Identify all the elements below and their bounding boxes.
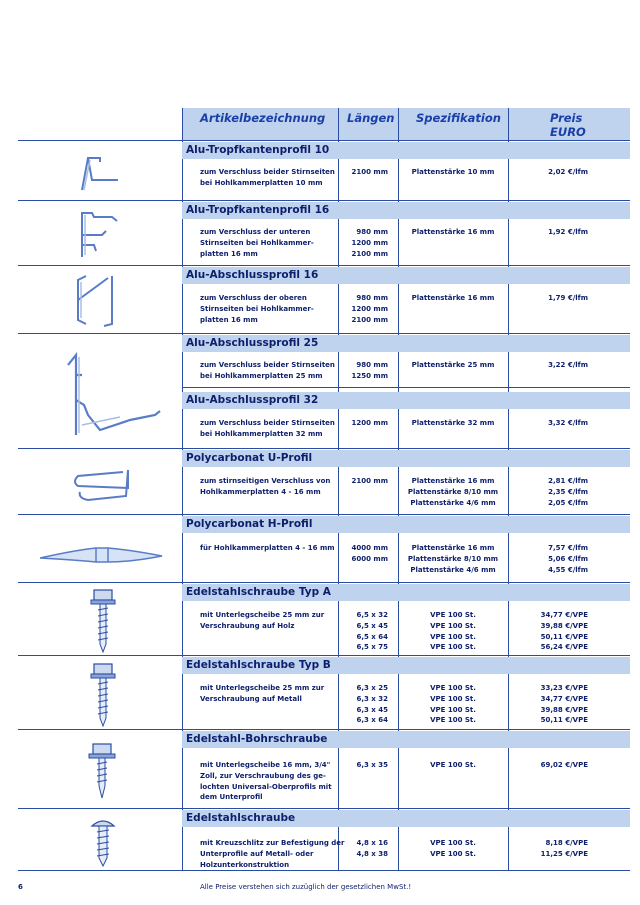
divider [18, 582, 630, 583]
item-title-bar [182, 267, 630, 284]
profile-drawing-icon [72, 205, 127, 263]
header-preis: Preis [550, 111, 583, 125]
divider [18, 265, 630, 266]
item-lengths: 2100 mm [351, 477, 388, 485]
item-price: 8,18 €/VPE 11,25 €/VPE [540, 839, 588, 858]
item-title: Alu-Abschlussprofil 16 [186, 269, 319, 281]
divider [18, 333, 630, 334]
profile-drawing-icon [36, 540, 166, 570]
item-lengths: 6,3 x 25 6,3 x 32 6,3 x 45 6,3 x 64 [356, 684, 388, 725]
item-spec: VPE 100 St. VPE 100 St. [430, 839, 476, 858]
item-price: 3,32 €/lfm [548, 419, 588, 427]
item-lengths: 2100 mm [351, 168, 388, 176]
item-lengths: 980 mm 1200 mm 2100 mm [351, 228, 388, 258]
item-price: 2,02 €/lfm [548, 168, 588, 176]
divider [18, 514, 630, 515]
divider [18, 448, 630, 449]
item-desc: für Hohlkammerplatten 4 - 16 mm [200, 544, 335, 552]
screw-icon [88, 660, 118, 728]
item-title-bar [182, 657, 630, 674]
item-spec: Plattenstärke 16 mm [411, 228, 495, 236]
column-divider [338, 108, 339, 870]
item-spec: VPE 100 St. VPE 100 St. VPE 100 St. VPE 100 St. [430, 684, 476, 725]
item-lengths: 1200 mm [351, 419, 388, 427]
item-desc: zum Verschluss der unteren Stirnseiten bei Hohlkammer- platten 16 mm [200, 228, 314, 258]
item-title-bar [182, 810, 630, 827]
item-desc: zum Verschluss der oberen Stirnseiten bei Hohlkammer- platten 16 mm [200, 294, 314, 324]
header-artikel: Artikelbezeichnung [200, 111, 326, 125]
item-spec: VPE 100 St. [430, 761, 476, 769]
item-desc: mit Unterlegscheibe 16 mm, 3/4" Zoll, zur Verschraubung des ge- lochten Universal-Oberprofils mit dem Unterprofil [200, 761, 332, 802]
item-spec: VPE 100 St. VPE 100 St. VPE 100 St. VPE 100 St. [430, 611, 476, 652]
divider [18, 140, 630, 141]
item-desc: mit Unterlegscheibe 25 mm zur Verschraubung auf Metall [200, 684, 325, 703]
divider [18, 655, 630, 656]
profile-drawing-icon [60, 345, 170, 445]
profile-drawing-icon [70, 150, 130, 195]
item-title-bar [182, 142, 630, 159]
item-spec: Plattenstärke 16 mm Plattenstärke 8/10 mm Plattenstärke 4/6 mm [407, 477, 499, 507]
item-spec: Plattenstärke 16 mm [411, 294, 495, 302]
item-desc: zum Verschluss beider Stirnseiten bei Hohlkammerplatten 25 mm [200, 361, 335, 380]
item-price: 2,81 €/lfm 2,35 €/lfm 2,05 €/lfm [548, 477, 588, 507]
item-lengths: 6,3 x 35 [356, 761, 388, 769]
item-price: 1,92 €/lfm [548, 228, 588, 236]
header-waehrung: EURO [550, 125, 586, 139]
divider [182, 387, 630, 388]
item-desc: zum Verschluss beider Stirnseiten bei Hohlkammerplatten 32 mm [200, 419, 335, 438]
divider [18, 729, 630, 730]
item-price: 34,77 €/VPE 39,88 €/VPE 50,11 €/VPE 56,24 €/VPE [540, 611, 588, 652]
divider [18, 200, 630, 201]
item-title: Alu-Tropfkantenprofil 16 [186, 204, 330, 216]
screw-icon [88, 816, 118, 868]
item-spec: Plattenstärke 16 mm Plattenstärke 8/10 mm Plattenstärke 4/6 mm [407, 544, 499, 574]
item-title: Alu-Abschlussprofil 25 [186, 337, 319, 349]
item-title-bar [182, 516, 630, 533]
item-spec: Plattenstärke 10 mm [411, 168, 495, 176]
header-laengen: Längen [347, 111, 395, 125]
screw-icon [86, 740, 118, 802]
item-title-bar [182, 392, 630, 409]
item-lengths: 980 mm 1200 mm 2100 mm [351, 294, 388, 324]
item-title: Alu-Tropfkantenprofil 10 [186, 144, 330, 156]
item-lengths: 980 mm 1250 mm [351, 361, 388, 380]
item-title: Edelstahlschraube [186, 812, 296, 824]
item-price: 33,23 €/VPE 34,77 €/VPE 39,88 €/VPE 50,11 €/VPE [540, 684, 588, 725]
item-title-bar [182, 202, 630, 219]
table-header [182, 108, 630, 140]
screw-icon [88, 586, 118, 654]
item-title: Edelstahlschraube Typ B [186, 659, 331, 671]
item-spec: Plattenstärke 32 mm [411, 419, 495, 427]
item-title-bar [182, 584, 630, 601]
item-desc: zum Verschluss beider Stirnseiten bei Hohlkammerplatten 10 mm [200, 168, 335, 187]
item-price: 69,02 €/VPE [540, 761, 588, 769]
item-title-bar [182, 335, 630, 352]
item-title: Edelstahlschraube Typ A [186, 586, 331, 598]
item-title: Polycarbonat U-Profil [186, 452, 313, 464]
divider [18, 808, 630, 809]
item-title: Edelstahl-Bohrschraube [186, 733, 328, 745]
item-title: Alu-Abschlussprofil 32 [186, 394, 319, 406]
item-desc: zum stirnseitigen Verschluss von Hohlkammerplatten 4 - 16 mm [200, 477, 331, 496]
item-price: 7,57 €/lfm 5,06 €/lfm 4,55 €/lfm [548, 544, 588, 574]
header-spezifikation: Spezifikation [416, 111, 501, 125]
profile-drawing-icon [68, 270, 128, 330]
item-lengths: 6,5 x 32 6,5 x 45 6,5 x 64 6,5 x 75 [356, 611, 388, 652]
item-title: Polycarbonat H-Profil [186, 518, 313, 530]
page-number: 6 [18, 883, 23, 891]
item-spec: Plattenstärke 25 mm [411, 361, 495, 369]
item-title-bar [182, 731, 630, 748]
item-price: 1,79 €/lfm [548, 294, 588, 302]
item-lengths: 4,8 x 16 4,8 x 38 [356, 839, 388, 858]
profile-drawing-icon [68, 462, 138, 507]
item-desc: mit Unterlegscheibe 25 mm zur Verschraubung auf Holz [200, 611, 325, 630]
item-price: 3,22 €/lfm [548, 361, 588, 369]
item-desc: mit Kreuzschlitz zur Befestigung der Unterprofile auf Metall- oder Holzunterkonstruktion [200, 839, 345, 869]
item-lengths: 4000 mm 6000 mm [351, 544, 388, 563]
item-title-bar [182, 450, 630, 467]
footer-note: Alle Preise verstehen sich zuzüglich der gesetzlichen MwSt.! [200, 883, 412, 891]
column-divider [398, 108, 399, 870]
column-divider [182, 108, 183, 870]
